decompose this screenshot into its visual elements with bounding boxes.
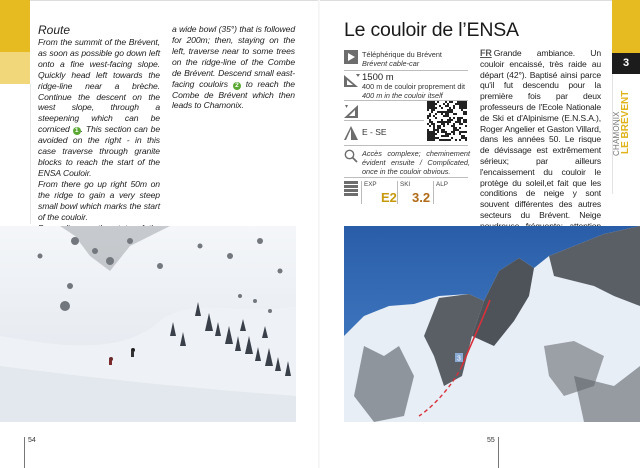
page-number-rule: [24, 437, 25, 468]
route-marker-label: 3: [457, 355, 461, 363]
approach-info: [362, 149, 470, 176]
waypoint-marker-1: 1: [73, 127, 81, 135]
descent-value: 1500 m: [362, 72, 394, 83]
sector-label: [620, 82, 640, 156]
difficulty-label-ski: SKI: [400, 181, 411, 188]
orientation-value: E - SE: [362, 127, 387, 137]
french-paragraph: Grande ambiance. Un couloir encaissé, très raide au départ (42°). Baptisé ainsi parce qu'il fut descendu pour la première fois par deux professeurs de l'Ecole Nationale de Ski et d'Alpinisme (E.N.S.A.), Roger Angelier et Gaston Villard, dans les années 50. Le risque de dévissage est extrêmement sérieux; par ailleurs l'encaissement du couloir le protège du soleil,et fait que les conditions de neige y sont souvent différentes des autres secteurs du Brévent. Neige: [480, 48, 601, 220]
book-gutter: [318, 0, 320, 468]
page-number-right: 55: [487, 437, 495, 444]
skiers-photo-illustration: [0, 226, 296, 422]
access-fr: Téléphérique du Brévent: [362, 50, 442, 59]
left-margin-line: [30, 84, 31, 224]
orientation-icon: [344, 126, 358, 145]
access-en: Brévent cable-car: [362, 59, 420, 68]
difficulty-value-ski: 3.2: [412, 190, 431, 205]
route-paragraph: From there go up right 50m on the ridge to gain a very steep small bowl which marks the start of the couloir.: [38, 178, 160, 222]
difficulty-label-exp: EXP: [364, 181, 377, 188]
difficulty-label-alp: ALP: [436, 181, 448, 188]
waypoint-marker-2: 2: [233, 82, 241, 90]
qr-code[interactable]: [427, 101, 467, 141]
chapter-number: 3: [622, 57, 630, 69]
couloir-photo: [344, 226, 640, 422]
approach-text: Accès complexe; cheminement évident ensuite / Complicated, once in the couloir obvious.: [362, 149, 470, 176]
cable-car-icon: [344, 50, 358, 69]
difficulty-separator: [433, 181, 434, 204]
chapter-tab: [612, 0, 640, 53]
difficulty-separator: [397, 181, 398, 204]
region-text: CHAMONIX: [612, 111, 621, 156]
route-paragraph: a wide bowl (35°) that is followed for 200m; then, staying on the left, traverse near to some trees on the ridge-line of the Combe de Brévent. Descend small east-facing couloirs: [172, 24, 295, 89]
difficulty-scale-icon: [344, 181, 358, 202]
left-page-tab-light: [0, 52, 30, 84]
descent-en: 400 m in the couloir itself: [362, 91, 443, 100]
info-divider: [344, 145, 468, 146]
route-paragraph: From the summit of the Brévent, as soon as possible go down left onto a fine west-facing slope. Quickly head left towards the ridge-line near a brèche. Continue the descent on the west slope, through a steepening which can be corniced: [38, 37, 160, 135]
language-badge-fr: FR: [480, 48, 492, 58]
skiers-photo: [0, 226, 296, 422]
route-text-column-2: [172, 24, 295, 111]
descent-elevation-icon: [344, 73, 360, 92]
route-heading: Route: [38, 23, 71, 37]
access-info: [362, 50, 472, 68]
search-magnifier-icon: [344, 149, 358, 168]
info-divider: [344, 70, 468, 71]
route-title: Le couloir de l’ENSA: [344, 19, 519, 41]
top-border: [0, 0, 640, 1]
info-divider: [344, 120, 424, 121]
route-paragraph: to reach the Combe de Brévent which then leads to Chamonix.: [172, 78, 295, 111]
left-page-tab: [0, 0, 30, 52]
route-paragraph: . This section can be avoided on the right - in this case traverse through granite blocks to reach the start of the ENSA Couloir.: [38, 124, 160, 178]
couloir-photo-illustration: [344, 226, 640, 422]
info-divider: [344, 177, 468, 178]
page-number-rule: [498, 437, 499, 468]
qr-code-pattern: [427, 101, 467, 141]
descent-fr: 400 m de couloir proprement dit: [362, 82, 466, 91]
page-number-left: 54: [28, 437, 36, 444]
sector-text: LE BRÉVENT: [620, 90, 631, 154]
descent-info: [362, 73, 474, 100]
difficulty-value-exp: E2: [381, 190, 397, 205]
difficulty-separator: [361, 181, 362, 204]
